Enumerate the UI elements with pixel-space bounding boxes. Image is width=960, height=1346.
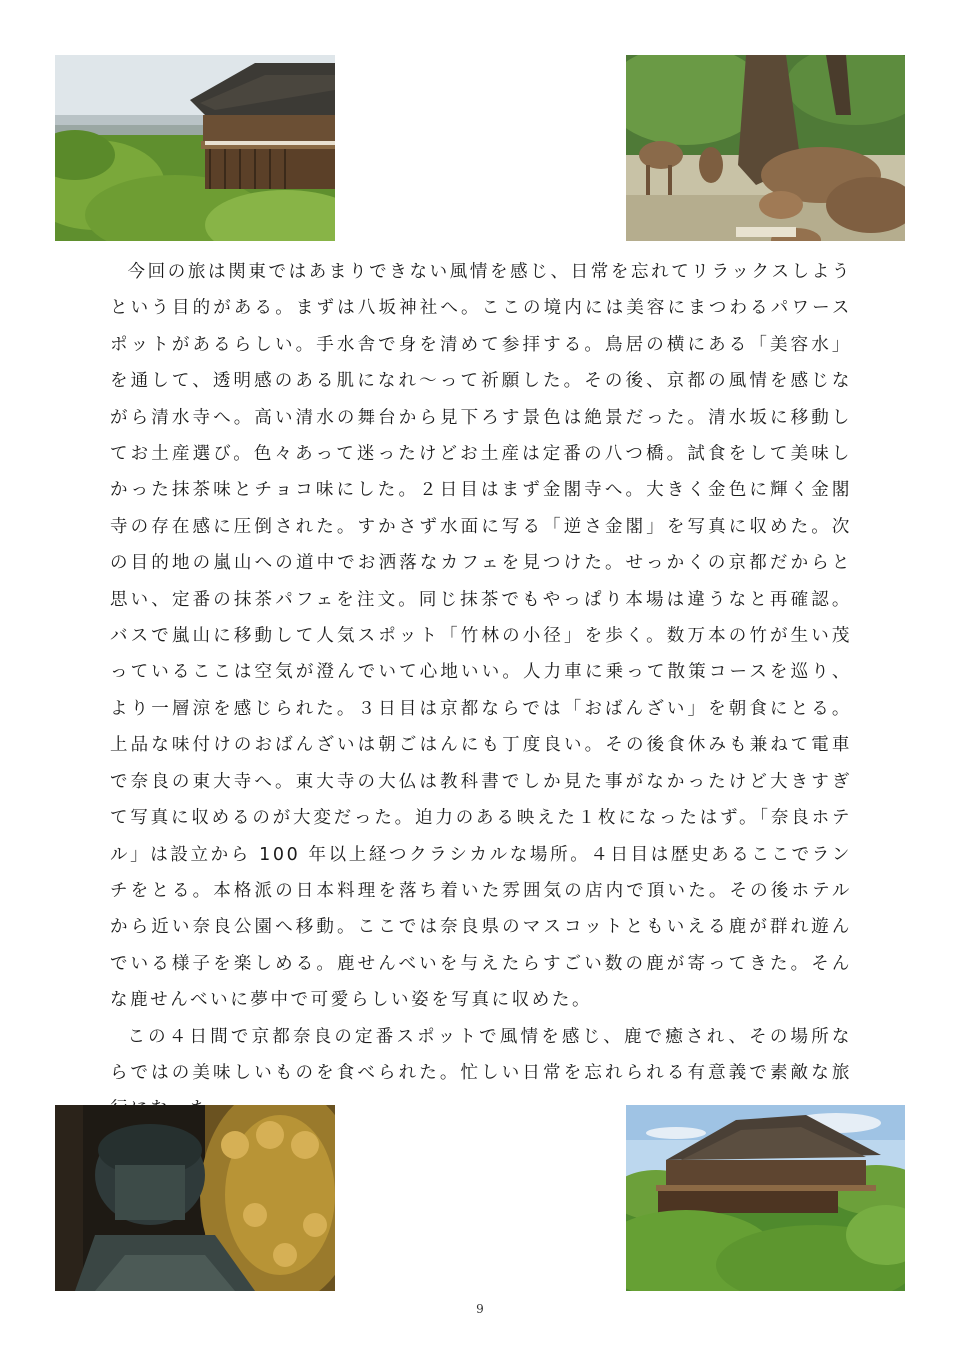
nara-deer-photo — [626, 55, 905, 241]
page-number: 9 — [476, 1302, 484, 1316]
kiyomizu-temple-photo-top — [55, 55, 335, 241]
essay-paragraph-2: この４日間で京都奈良の定番スポットで風情を感じ、鹿で癒され、その場所ならではの美味しいものを食べられた。忙しい日常を忘れられる有意義で素敵な旅 — [110, 1026, 852, 1083]
essay-paragraph-1: 今回の旅は関東ではあまりできない風情を感じ、日常を忘れてリラックスしようという目的がある。まずは八坂神社へ。ここの境内には美容にまつわるパワースポットがあるらしい。手水舎で身を清めて参拝する。鳥居の横にある「美容水」を通して、透明感のある肌になれ〜って祈願した。その後、京都の風情を感じながら清水寺へ。高い清水の舞台から見下ろす景色は絶景だった。清水坂に移動してお土産選び。色々あって迷ったけどお土産は定番の八つ橋。試食をして美味しかった抹茶味とチョコ味にした。２日目はまず金閣寺へ。大きく金色に輝く金閣寺の存在感に圧倒された。すかさず水面に写る「逆さ金閣」を写真に収めた。次の目的地の嵐山への道中でお洒落なカフェを見つけた。せっかくの京都だからと思い、定番の抹茶パフェを注文。同じ抹茶でもやっぱり本場は違うなと再確認。バスで嵐山に移動して人気スポット「竹林の小径」を歩く。数万本の竹が生い茂っているここは空気が澄んでいて心地いい。人力車に乗って散策コースを巡り、より一層涼を感じられた。３日目は京都ならでは「おばんざい」を朝食にとる。上品な味付けのおばんざいは朝ごはんにも丁度良い。その後食休みも兼ねて電車で奈良の東大寺へ。東大寺の大仏は教科書でしか見た事がなかったけど大きすぎて写真に収めるのが大変だった。迫力のある映えた１枚になったはず。「奈良ホテル」は設立から 100 年以上経つクラシカルな場所。４日目は歴史あるここでランチをとる。本格派の日本料理を落ち着いた雰囲気の店内で頂いた。その後ホテルから近い奈良公園へ移動。ここでは奈良県のマスコットともいえる鹿が群れ遊んでいる様子を楽しめる。鹿せんべいを与えたらすごい数の鹿が寄ってきた。そんな鹿せんべいに夢中で可愛らしい姿を写真に収めた。 — [110, 262, 852, 1011]
essay-body — [110, 254, 852, 1128]
todaiji-great-buddha-photo — [55, 1105, 335, 1291]
kiyomizu-temple-photo-bottom — [626, 1105, 905, 1291]
